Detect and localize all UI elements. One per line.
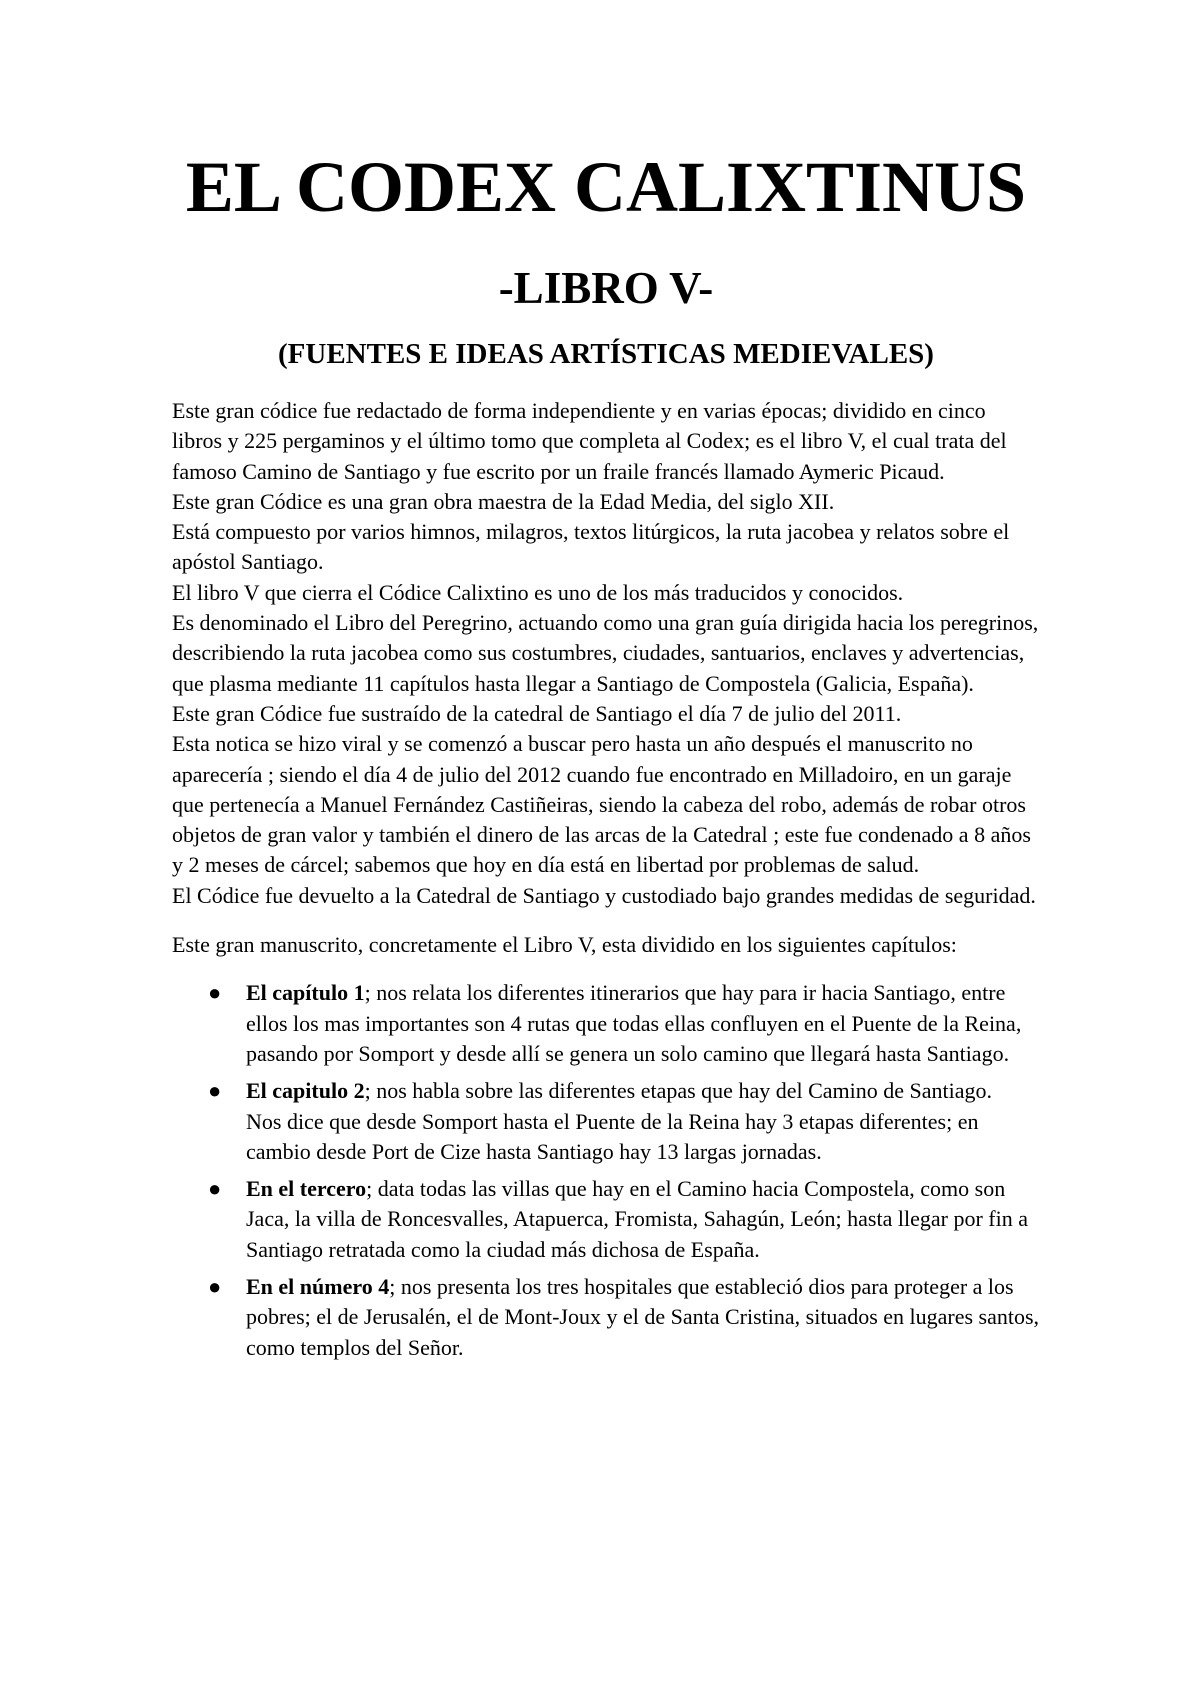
paragraph: Este gran Códice es una gran obra maestra de la Edad Media, del siglo XII. bbox=[172, 488, 835, 514]
paragraph: Está compuesto por varios himnos, milagros, textos litúrgicos, la ruta jacobea y relatos sobre el apóstol Santiago. bbox=[172, 519, 1010, 575]
list-item bbox=[172, 1272, 1040, 1363]
chapter-text: ; data todas las villas que hay en el Camino hacia Compostela, como son Jaca, la villa de Roncesvalles, Atapuerca, Fromista, Sahagún, León; hasta llegar por fin a Santiago retratada como la ciudad más dichosa de España. bbox=[246, 1176, 1028, 1262]
list-item bbox=[172, 978, 1040, 1069]
paragraph: El Códice fue devuelto a la Catedral de Santiago y custodiado bajo grandes medidas de seguridad. bbox=[172, 882, 1036, 908]
bullet-icon: ● bbox=[208, 1274, 222, 1300]
chapter-label: El capitulo 2 bbox=[246, 1078, 365, 1104]
list-item bbox=[172, 1174, 1040, 1265]
chapter-text: ; nos habla sobre las diferentes etapas que hay del Camino de Santiago. bbox=[364, 1078, 993, 1104]
body-text bbox=[172, 396, 1040, 1370]
chapter-label: En el número 4 bbox=[246, 1274, 390, 1300]
chapter-text: ; nos relata los diferentes itinerarios que hay para ir hacia Santiago, entre ellos los mas importantes son 4 rutas que todas ellas confluyen en el Puente de la Reina, pasando por Somport y desde allí se genera un solo camino que llegará hasta Santiago. bbox=[246, 980, 1022, 1066]
paragraph: Este gran códice fue redactado de forma independiente y en varias épocas; dividido en cinco libros y 225 pergaminos y el último tomo que completa al Codex; es el libro V, el cual trata del famoso Camino de Santiago y fue escrito por un fraile francés llamado Aymeric Picaud. bbox=[172, 398, 1007, 484]
paragraph: Esta notica se hizo viral y se comenzó a buscar pero hasta un año después el manuscrito no aparecería ; siendo el día 4 de julio del 2012 cuando fue encontrado en Milladoiro, en un garaje que pertenecía a Manuel Fernández Castiñeiras, siendo la cabeza del robo, además de robar otros objetos de gran valor y también el dinero de las arcas de la Catedral ; este fue condenado a 8 años y 2 meses de cárcel; sabemos que hoy en día está en libertad por problemas de salud. bbox=[172, 731, 1031, 878]
document-page bbox=[172, 0, 1040, 1698]
section-title: (FUENTES E IDEAS ARTÍSTICAS MEDIEVALES) bbox=[278, 338, 934, 370]
chapter-text: ; nos presenta los tres hospitales que estableció dios para proteger a los pobres; el de Jerusalén, el de Mont-Joux y el de Santa Cristina, situados en lugares santos, como templos del Señor. bbox=[246, 1274, 1040, 1360]
bullet-icon: ● bbox=[208, 1176, 222, 1202]
paragraph: Este gran Códice fue sustraído de la catedral de Santiago el día 7 de julio del 2011. bbox=[172, 700, 902, 726]
chapter-label: En el tercero bbox=[246, 1176, 367, 1202]
chapters-intro: Este gran manuscrito, concretamente el Libro V, esta dividido en los siguientes capítulos: bbox=[172, 932, 957, 958]
chapter-list bbox=[172, 978, 1040, 1363]
document-subtitle: -LIBRO V- bbox=[498, 263, 714, 313]
bullet-icon: ● bbox=[208, 1078, 222, 1104]
chapter-label: El capítulo 1 bbox=[246, 980, 365, 1006]
bullet-icon: ● bbox=[208, 980, 222, 1006]
document-title: EL CODEX CALIXTINUS bbox=[185, 147, 1027, 227]
paragraph: Es denominado el Libro del Peregrino, actuando como una gran guía dirigida hacia los peregrinos, describiendo la ruta jacobea como sus costumbres, ciudades, santuarios, enclaves y advertencias, que plasma mediante 11 capítulos hasta llegar a Santiago de Compostela (Galicia, España). bbox=[172, 610, 1039, 696]
chapter-extra-text: Nos dice que desde Somport hasta el Puente de la Reina hay 3 etapas diferentes; en cambio desde Port de Cize hasta Santiago hay 13 largas jornadas. bbox=[246, 1108, 979, 1164]
paragraph: El libro V que cierra el Códice Calixtino es uno de los más traducidos y conocidos. bbox=[172, 579, 904, 605]
list-item bbox=[172, 1076, 1040, 1167]
